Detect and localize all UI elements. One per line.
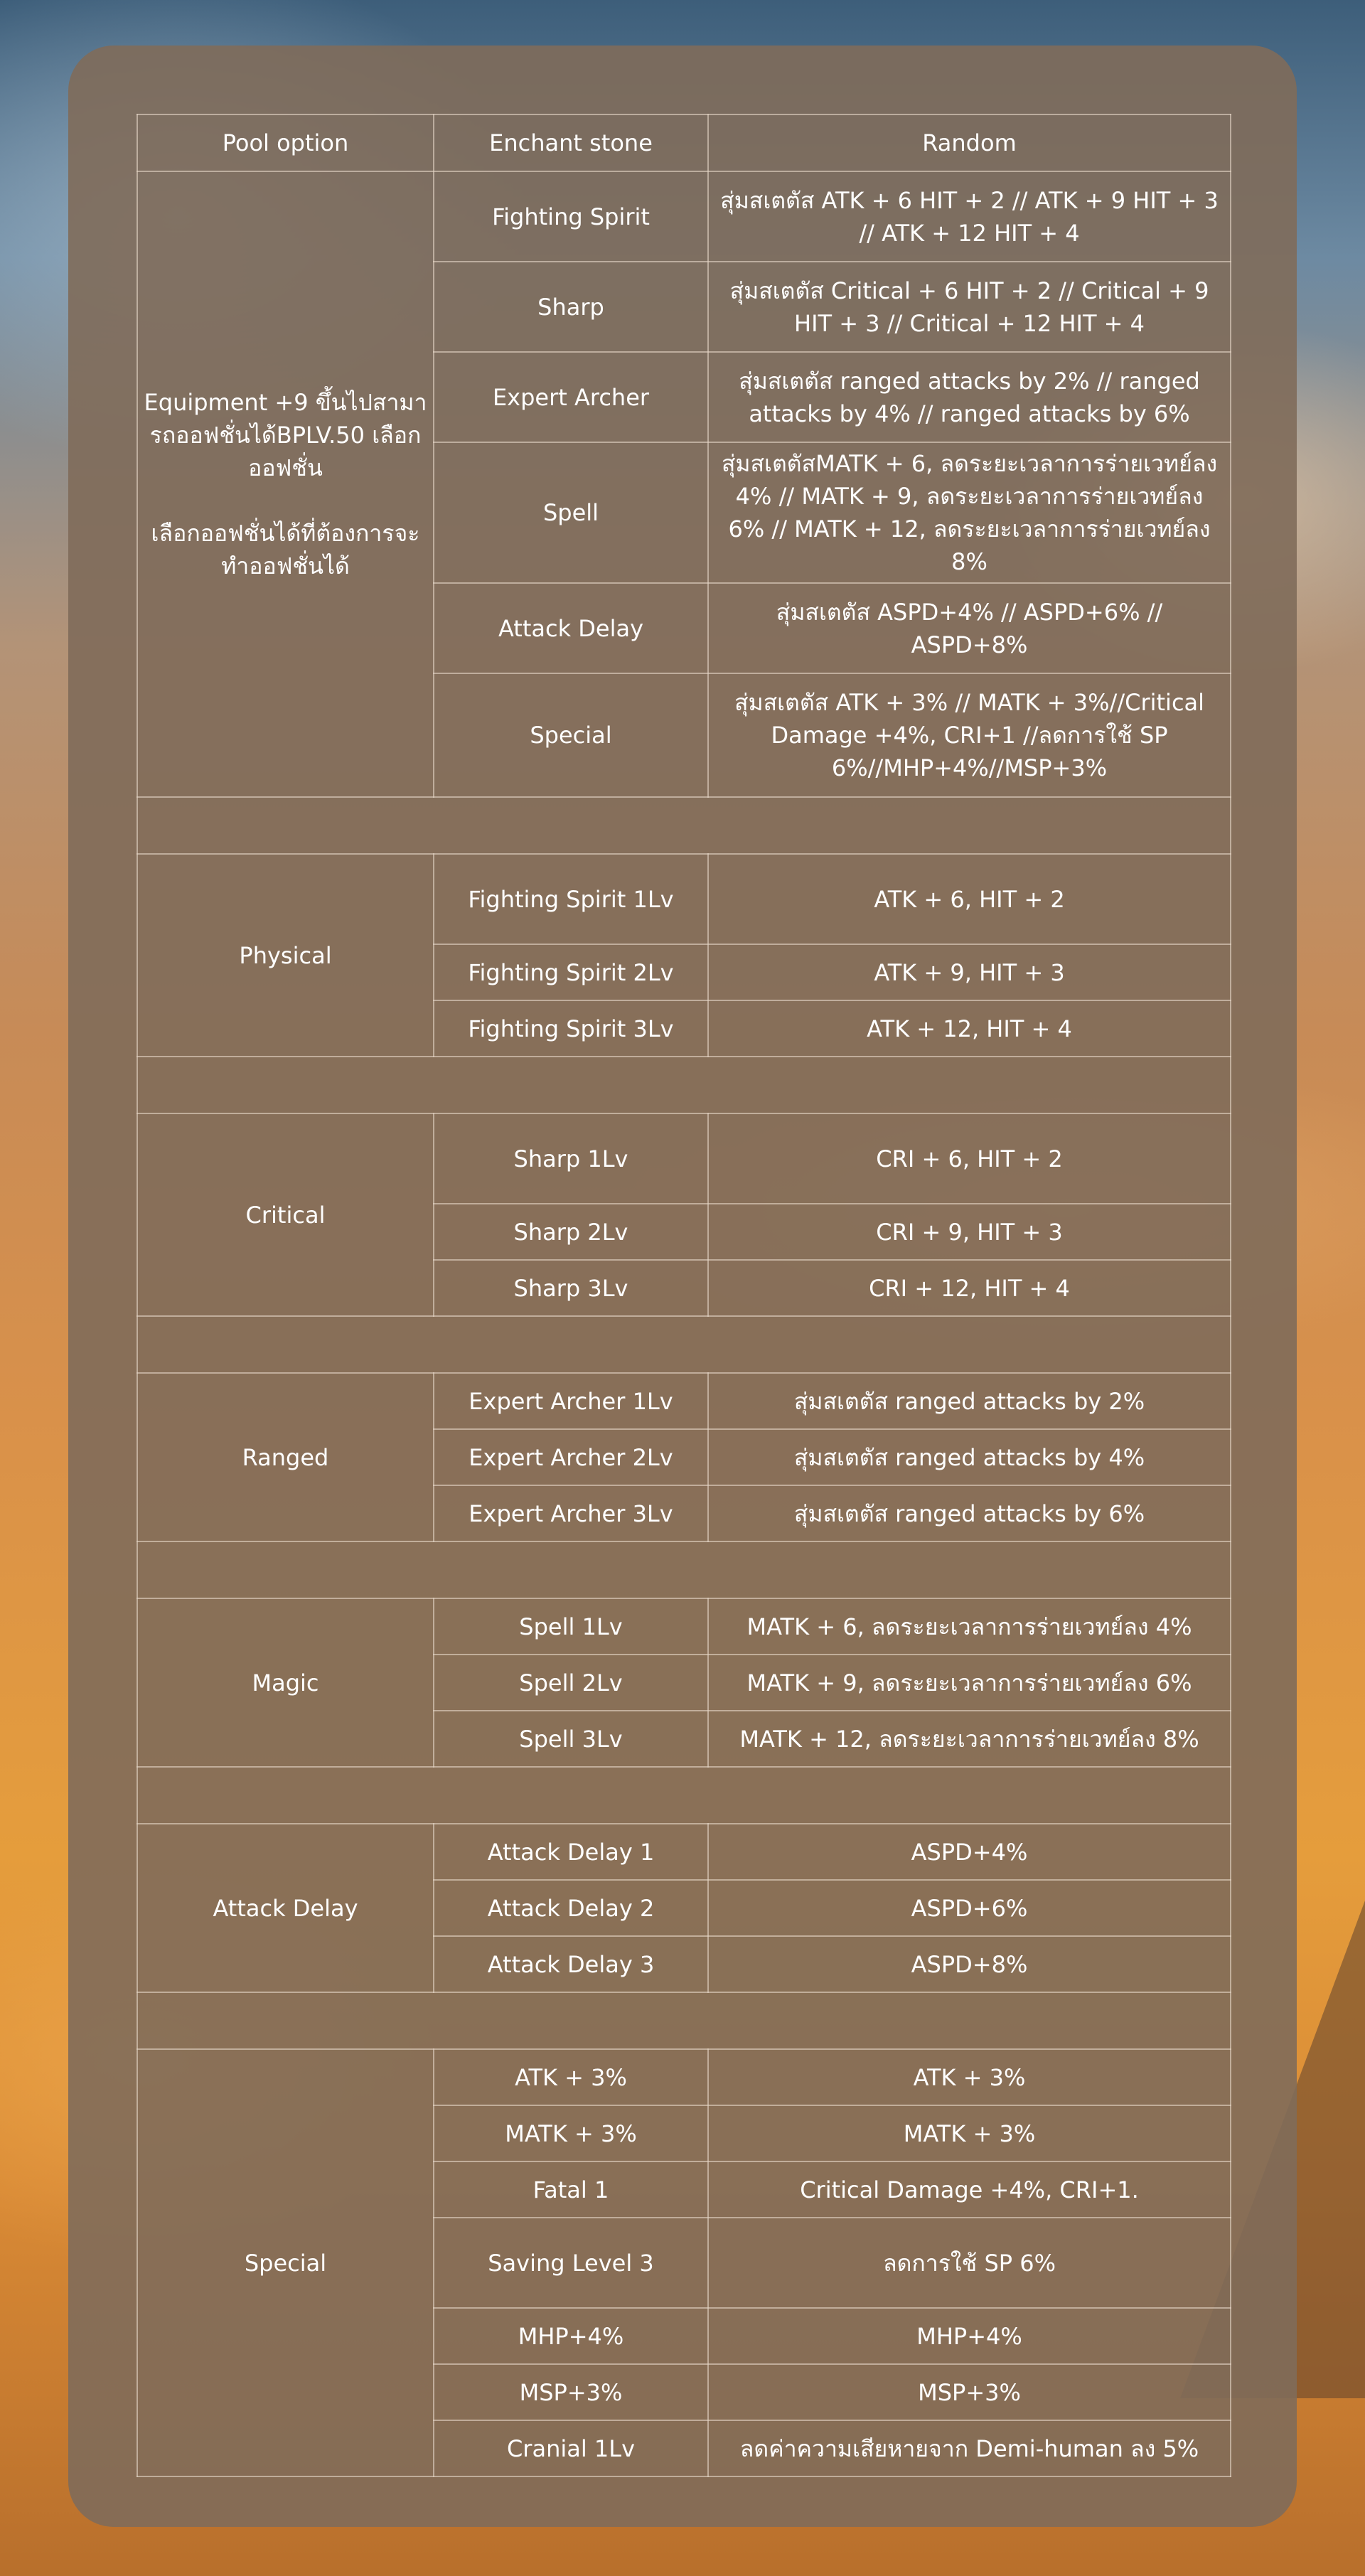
stone-cell: Spell 2Lv [434, 1655, 708, 1711]
enchant-option-table [136, 114, 1231, 2477]
stone-cell: Fatal 1 [434, 2161, 708, 2218]
stone-cell: Saving Level 3 [434, 2218, 708, 2308]
stone-cell: Cranial 1Lv [434, 2420, 708, 2476]
pool-equipment: Equipment +9 ขึ้นไปสามารถออฟชั่นได้BPLV.50 เลือกออฟชั่น เลือกออฟชั่นได้ที่ต้องการจะทำออฟชั่นได้ [137, 171, 434, 797]
random-cell: สุ่มสเตตัส ranged attacks by 2% [708, 1373, 1231, 1429]
random-cell: ลดการใช้ SP 6% [708, 2218, 1231, 2308]
content-panel [68, 46, 1297, 2527]
stone-cell: Spell 3Lv [434, 1711, 708, 1767]
stone-cell: Fighting Spirit 3Lv [434, 1000, 708, 1057]
random-cell: สุ่มสเตตัส ranged attacks by 2% // ranged attacks by 4% // ranged attacks by 6% [708, 352, 1231, 442]
spacer-row [137, 1316, 1231, 1373]
random-cell: MATK + 12, ลดระยะเวลาการร่ายเวทย์ลง 8% [708, 1711, 1231, 1767]
random-cell: ATK + 12, HIT + 4 [708, 1000, 1231, 1057]
stone-cell: Sharp 2Lv [434, 1204, 708, 1260]
stone-cell: Fighting Spirit 1Lv [434, 854, 708, 944]
spacer-row [137, 1992, 1231, 2049]
stone-cell: Expert Archer 2Lv [434, 1429, 708, 1485]
stone-cell: MSP+3% [434, 2364, 708, 2420]
stone-cell: Expert Archer [434, 352, 708, 442]
stone-cell: Special [434, 673, 708, 797]
random-cell: สุ่มสเตตัส ranged attacks by 6% [708, 1485, 1231, 1541]
random-cell: ASPD+4% [708, 1824, 1231, 1880]
random-cell: MATK + 9, ลดระยะเวลาการร่ายเวทย์ลง 6% [708, 1655, 1231, 1711]
stone-cell: Expert Archer 3Lv [434, 1485, 708, 1541]
random-cell: ASPD+8% [708, 1936, 1231, 1992]
pool-critical: Critical [137, 1113, 434, 1316]
random-cell: ลดค่าความเสียหายจาก Demi-human ลง 5% [708, 2420, 1231, 2476]
random-cell: สุ่มสเตตัสMATK + 6, ลดระยะเวลาการร่ายเวทย์ลง 4% // MATK + 9, ลดระยะเวลาการร่ายเวทย์ลง 6% // MATK + 12, ลดระยะเวลาการร่ายเวทย์ลง 8% [708, 442, 1231, 583]
random-cell: สุ่มสเตตัส ATK + 3% // MATK + 3%//Critical Damage +4%, CRI+1 //ลดการใช้ SP 6%//MHP+4%//MSP+3% [708, 673, 1231, 797]
stone-cell: Fighting Spirit [434, 171, 708, 262]
random-cell: CRI + 6, HIT + 2 [708, 1113, 1231, 1204]
stone-cell: Sharp [434, 262, 708, 352]
random-cell: ATK + 9, HIT + 3 [708, 944, 1231, 1000]
random-cell: MSP+3% [708, 2364, 1231, 2420]
random-cell: สุ่มสเตตัส ATK + 6 HIT + 2 // ATK + 9 HIT + 3 // ATK + 12 HIT + 4 [708, 171, 1231, 262]
stone-cell: MATK + 3% [434, 2105, 708, 2161]
pool-physical: Physical [137, 854, 434, 1057]
stone-cell: Sharp 1Lv [434, 1113, 708, 1204]
table-row [137, 1598, 1231, 1655]
header-pool-option: Pool option [137, 114, 434, 171]
random-cell: MATK + 6, ลดระยะเวลาการร่ายเวทย์ลง 4% [708, 1598, 1231, 1655]
random-cell: สุ่มสเตตัส Critical + 6 HIT + 2 // Critical + 9 HIT + 3 // Critical + 12 HIT + 4 [708, 262, 1231, 352]
spacer-row [137, 1057, 1231, 1113]
random-cell: MATK + 3% [708, 2105, 1231, 2161]
table-row [137, 1824, 1231, 1880]
stone-cell: Spell 1Lv [434, 1598, 708, 1655]
stone-cell: ATK + 3% [434, 2049, 708, 2105]
header-enchant-stone: Enchant stone [434, 114, 708, 171]
stone-cell: Attack Delay 1 [434, 1824, 708, 1880]
spacer-row [137, 1541, 1231, 1598]
table-row [137, 1373, 1231, 1429]
table-header-row [137, 114, 1231, 171]
random-cell: ATK + 6, HIT + 2 [708, 854, 1231, 944]
stone-cell: Sharp 3Lv [434, 1260, 708, 1316]
stone-cell: MHP+4% [434, 2308, 708, 2364]
random-cell: MHP+4% [708, 2308, 1231, 2364]
table-row [137, 2049, 1231, 2105]
stone-cell: Attack Delay 3 [434, 1936, 708, 1992]
random-cell: ASPD+6% [708, 1880, 1231, 1936]
random-cell: Critical Damage +4%, CRI+1. [708, 2161, 1231, 2218]
pool-magic: Magic [137, 1598, 434, 1767]
random-cell: สุ่มสเตตัส ASPD+4% // ASPD+6% // ASPD+8% [708, 583, 1231, 673]
header-random: Random [708, 114, 1231, 171]
random-cell: ATK + 3% [708, 2049, 1231, 2105]
pool-special: Special [137, 2049, 434, 2476]
stone-cell: Attack Delay [434, 583, 708, 673]
spacer-row [137, 1767, 1231, 1824]
random-cell: CRI + 12, HIT + 4 [708, 1260, 1231, 1316]
table-row [137, 854, 1231, 944]
stone-cell: Expert Archer 1Lv [434, 1373, 708, 1429]
pool-attack-delay: Attack Delay [137, 1824, 434, 1992]
table-row [137, 1113, 1231, 1204]
random-cell: สุ่มสเตตัส ranged attacks by 4% [708, 1429, 1231, 1485]
stone-cell: Fighting Spirit 2Lv [434, 944, 708, 1000]
pool-ranged: Ranged [137, 1373, 434, 1541]
stone-cell: Spell [434, 442, 708, 583]
stone-cell: Attack Delay 2 [434, 1880, 708, 1936]
spacer-row [137, 797, 1231, 854]
random-cell: CRI + 9, HIT + 3 [708, 1204, 1231, 1260]
table-row [137, 171, 1231, 262]
